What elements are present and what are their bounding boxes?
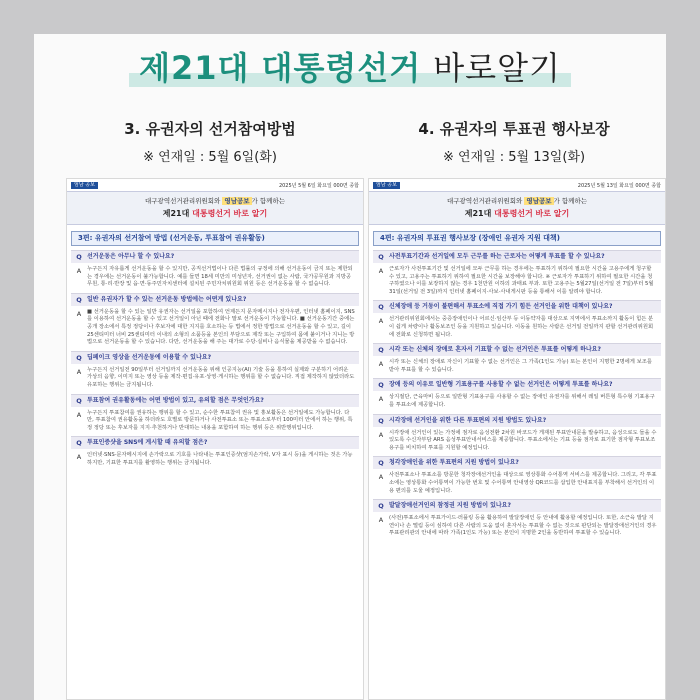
question-text: 투표인증샷을 SNS에 게시할 때 유의할 점은? <box>87 439 208 447</box>
clipping-header <box>67 179 363 191</box>
publication-date: 2025년 5월 13일 화요일 000면 종합 <box>577 182 661 189</box>
answer-text: 선거관리위원회에서는 중증장애인이나 어르신·임산부 등 이동약자를 대상으로 지역에서 투표소까지 활동이 힘든 분이 쉽게 차량이나 활동보조인 등을 지원하고 있습니다. 이동을 원하는 사람은 선거일 전일까지 관할 선거관리위원회에 전화로 신청하면 됩니다. <box>389 316 654 338</box>
column-title: 4. 유권자의 투표권 행사보장 <box>418 120 610 138</box>
question-text: 딥페이크 영상을 선거운동에 이용할 수 있나요? <box>87 353 212 361</box>
banner-edition: 제21대 <box>162 209 190 218</box>
banner-chip: 영남공보 <box>224 197 250 205</box>
question-row <box>71 436 359 449</box>
question-row <box>373 250 661 263</box>
a-marker: A <box>378 473 384 482</box>
question-text: 발달장애선거인의 참정권 지원 방법이 있나요? <box>389 502 511 510</box>
banner-chip: 영남공보 <box>526 197 552 205</box>
answer-row <box>71 306 359 351</box>
answer-text: ■ 선거운동을 할 수 있는 일반 유권자는 선거일을 포함하여 언제든지 문자메시지나 전자우편, 인터넷 홈페이지, SNS를 이용하여 선거운동을 할 수 있고 선거일이 아닌 때에 전화나 말로 선거운동이 가능합니다. ■ 선거운동기간 중에는 공개 장소에서 특정 정당이나 후보자에 대한 지지를 호소하는 등 법에서 정한 방법으로 선거운동을 할 수 있고, 길이 25센티미터 너비 25센티미터 이내의 소형의 소품등을 본인의 부담으로 제작 또는 구입하여 몸에 붙이거나 지니는 방법으로 선거운동을 할 수 있습니다. 다만, 선거운동을 해 주는 대가로 수당·실비나 음식물을 제공받을 수 없습니다. <box>87 308 355 346</box>
page-title-text <box>129 48 571 88</box>
q-marker: Q <box>378 253 384 261</box>
publication-date: 2025년 5월 6일 화요일 000면 종합 <box>278 182 359 189</box>
banner-suffix: 가 함께하는 <box>251 197 286 205</box>
qa-list <box>373 250 661 542</box>
q-marker: Q <box>378 459 384 468</box>
newspaper-clipping-3 <box>66 178 364 700</box>
answer-row <box>71 364 359 394</box>
q-marker: Q <box>76 439 82 448</box>
answer-row <box>71 449 359 471</box>
question-row <box>373 456 661 469</box>
a-marker: A <box>378 516 384 525</box>
a-marker: A <box>378 360 384 369</box>
publication-tag: 엄남 공보 <box>71 182 98 189</box>
answer-text: 누구든지 선거일전 90일부터 선거일까지 선거운동을 위해 인공지능(AI) 기술 등을 통하여 실제와 구분하기 어려운 가상의 음향, 이미지 또는 영상 등을 제작·편집·유포·상영·게시하는 행위를 할 수 없습니다. 직접 제작하지 않았더라도 유포하는 행위는 금지됩니다. <box>87 366 355 388</box>
a-marker: A <box>76 267 82 275</box>
a-marker: A <box>378 430 384 439</box>
column-heading-4 <box>364 118 664 168</box>
banner-prefix: 대구광역선거관리위원회와 <box>446 197 523 205</box>
qa-list <box>71 250 359 472</box>
column-date: ※ 연재일 : 5월 6일(화) <box>143 150 277 165</box>
answer-text: 상지절단, 근육마비 등으로 일반형 기표용구를 사용할 수 없는 장애인 유권자를 위해서 레일 버튼형 특수형 기표용구를 투표소에 제공합니다. <box>389 394 655 408</box>
clipping-banner <box>67 191 363 225</box>
a-marker: A <box>76 410 82 419</box>
q-marker: Q <box>76 396 82 405</box>
question-row <box>71 351 359 364</box>
answer-row <box>373 512 661 542</box>
answer-text: 사전투표소나 투표소를 방문한 청각장애선거인을 대상으로 영상통화 수어통역 서비스를 제공합니다. 그리고, 각 투표소에는 영상통화 수어통역이 가능한 번호 및 수어통역 안내영상 QR코드를 삽입한 안내표지를 부착해서 선거인의 이용 편의를 도울 예정입니다. <box>389 472 657 494</box>
question-text: 투표참여 권유활동에는 어떤 방법이 있고, 유의할 점은 무엇인가요? <box>87 396 264 404</box>
a-marker: A <box>378 395 384 404</box>
banner-prefix: 대구광역선거관리위원회와 <box>144 197 221 205</box>
a-marker: A <box>76 453 82 462</box>
clipping-header <box>369 179 665 191</box>
content-panel <box>34 34 666 700</box>
answer-row <box>373 469 661 499</box>
question-row <box>373 300 661 313</box>
q-marker: Q <box>378 346 384 355</box>
clipping-banner <box>369 191 665 225</box>
question-row <box>71 394 359 407</box>
page-title <box>34 48 666 88</box>
answer-text: 누구든지 투표참여를 권유하는 행위를 할 수 있고, 순수한 투표참여 권유 및 홍보활동은 선거일에도 가능합니다. 다만, 투표참여 권유활동을 하더라도 호별로 방문하거나 사전투표소 또는 투표소로부터 100미터 안에서 하는 행위, 특정 정당 또는 후보자를 지지·추천하거나 반대하는 내용을 포함하여 하는 행위 등은 위반행위입니다. <box>87 409 353 431</box>
answer-text: 누구든지 자유롭게 선거운동을 할 수 있지만, 공직선거법이나 다른 법률의 규정에 의해 선거운동이 금지 또는 제한되는 경우에는 선거운동이 불가능합니다. 예를 들면 18세 미만의 미성년자, 선거권이 없는 사람, 국가공무원과 지방공무원, 통·리·반장 및 읍·면·동주민자치센터에 설치된 주민자치위원회 위원 등은 선거운동을 할 수 없습니다. <box>87 266 353 288</box>
q-marker: Q <box>76 295 82 304</box>
title-accent: 제21대 대통령선거 <box>139 49 422 87</box>
answer-row <box>71 407 359 437</box>
question-row <box>71 250 359 263</box>
answer-row <box>373 356 661 378</box>
answer-row <box>373 313 661 343</box>
a-marker: A <box>76 367 82 376</box>
answer-text: (사전)투표소에서 투표가이드·러플링 등을 활용하여 발달장애인 등 안내에 활용할 예정입니다. 또한, 소근육 발달 지연이나 손 떨림 등이 심하여 다른 사람의 도움 없이 혼자서는 투표할 수 없는 것으로 판단되는 발달장애선거인의 경우 투표관리관의 안내에 따라 가족(1인도 가능) 또는 본인이 지명한 2인을 동반하여 투표할 수 있습니다. <box>389 515 657 537</box>
a-marker: A <box>378 267 384 275</box>
publication-tag: 엄남 공보 <box>373 182 400 189</box>
banner-series-title: 대통령선거 바로 알기 <box>192 209 268 218</box>
q-marker: Q <box>378 381 384 390</box>
question-text: 선거운동은 아무나 할 수 있나요? <box>87 253 175 260</box>
answer-row <box>373 427 661 457</box>
answer-row <box>373 391 661 413</box>
answer-text: 시각 또는 신체의 장애로 자신이 기표할 수 없는 선거인은 그 가족(1인도 가능) 또는 본인이 지명한 2명에게 보조를 받아 투표를 할 수 있습니다. <box>389 359 652 373</box>
q-marker: Q <box>76 353 82 362</box>
a-marker: A <box>378 317 384 326</box>
question-row <box>373 343 661 356</box>
q-marker: Q <box>378 502 384 511</box>
column-date: ※ 연재일 : 5월 13일(화) <box>442 150 586 165</box>
answer-text: 인터넷·SNS·문자메시지에 손가락으로 기호를 나타내는 투표인증샷(엄지손가락, V자 표시 등)을 게시하는 것은 가능하지만, 기표한 투표지를 촬영하는 행위는 금지됩니다. <box>87 452 353 466</box>
answer-text: 근로자가 사전투표기간 및 선거일에 모두 근무를 하는 경우에는 투표하기 위하여 필요한 시간을 고용주에게 청구할 수 있고, 고용주는 투표하기 위하여 필요한 시간을 보장해야 합니다. ※ 근로자가 투표하기 위하여 필요한 시간을 청구하였으나 이를 보장하지 않는 경우 1천만원 이하의 과태료 부과. 또한 고용주는 5월27일(선거일 전 7일)부터 5월31일(선거일 전 3일)까지 인터넷 홈페이지·사보·사내게시판 등을 통해서 이를 알려야 합니다. <box>389 266 654 295</box>
section-title: 4편: 유권자의 투표권 행사보장 (장애인 유권자 지원 대책) <box>373 231 661 246</box>
section-title: 3편: 유권자의 선거참여 방법 (선거운동, 투표참여 권유활동) <box>71 231 359 246</box>
question-row <box>373 499 661 512</box>
banner-series-title: 대통령선거 바로 알기 <box>494 209 570 218</box>
q-marker: Q <box>378 303 384 312</box>
question-row <box>373 414 661 427</box>
q-marker: Q <box>378 416 384 425</box>
question-text: 신체장애 등 거동이 불편해서 투표소에 직접 가기 힘든 선거인을 위한 대책이 있나요? <box>389 303 613 311</box>
question-text: 사전투표기간과 선거일에 모두 근무를 하는 근로자는 어떻게 투표를 할 수 있나요? <box>389 253 605 260</box>
question-text: 장애 등의 이유로 일반형 기표용구를 사용할 수 없는 선거인은 어떻게 투표를 하나요? <box>389 381 613 389</box>
question-text: 일반 유권자가 할 수 있는 선거운동 방법에는 어떤게 있나요? <box>87 295 247 303</box>
question-text: 시각 또는 신체의 장애로 혼자서 기표할 수 없는 선거인은 투표를 어떻게 하나요? <box>389 346 601 354</box>
title-rest: 바로알기 <box>433 49 561 87</box>
answer-row <box>71 263 359 293</box>
newspaper-clipping-4 <box>368 178 666 700</box>
question-text: 시각장애 선거인을 위한 다른 투표편의 지원 방법도 있나요? <box>389 416 547 424</box>
question-row <box>71 293 359 306</box>
column-title: 3. 유권자의 선거참여방법 <box>124 120 296 138</box>
column-heading-3 <box>60 118 360 168</box>
answer-text: 시각장애 선거인이 있는 가정에 점자로 음성전환 2차원 바코드가 게재된 투표안내문을 발송하고, 음성으로도 들을 수 있도록 수신자부담 ARS 음성투표안내서비스를 제공합니다. 투표소에서는 기표 등을 점자로 표기한 점자형 투표보조용구를 비치하여 투표를 지원할 예정입니다. <box>389 429 657 451</box>
q-marker: Q <box>76 253 82 261</box>
banner-suffix: 가 함께하는 <box>553 197 588 205</box>
banner-edition: 제21대 <box>464 209 492 218</box>
question-row <box>373 378 661 391</box>
a-marker: A <box>76 309 82 318</box>
question-text: 청각장애인을 위한 투표편의 지원 방법이 있나요? <box>389 459 519 467</box>
answer-row <box>373 263 661 300</box>
